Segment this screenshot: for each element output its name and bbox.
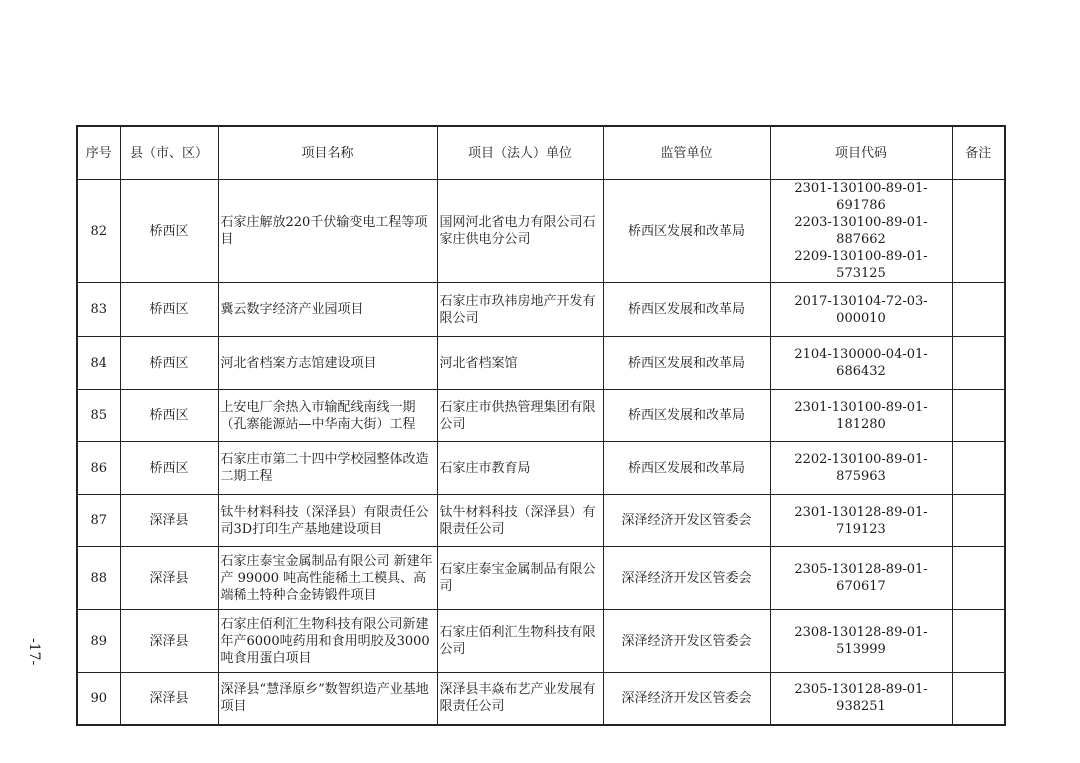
table-header-row	[77, 126, 1005, 180]
cell-county: 深泽县	[120, 673, 218, 725]
cell-project-name: 石家庄解放220千伏输变电工程等项目	[218, 180, 437, 283]
header-code: 项目代码	[770, 126, 952, 180]
cell-county: 深泽县	[120, 547, 218, 610]
cell-seq: 83	[77, 283, 120, 337]
cell-county: 桥西区	[120, 337, 218, 390]
cell-remark	[952, 442, 1005, 495]
table-row	[77, 610, 1005, 673]
table-row	[77, 495, 1005, 547]
cell-supervisor: 桥西区发展和改革局	[603, 390, 770, 442]
cell-code: 2308-130128-89-01-513999	[770, 610, 952, 673]
table-row	[77, 673, 1005, 725]
cell-remark	[952, 673, 1005, 725]
table-row	[77, 283, 1005, 337]
cell-code: 2104-130000-04-01-686432	[770, 337, 952, 390]
cell-county: 深泽县	[120, 495, 218, 547]
header-unit: 项目（法人）单位	[437, 126, 603, 180]
cell-county: 桥西区	[120, 283, 218, 337]
table-row	[77, 442, 1005, 495]
cell-supervisor: 桥西区发展和改革局	[603, 180, 770, 283]
cell-seq: 90	[77, 673, 120, 725]
table-row	[77, 547, 1005, 610]
cell-seq: 84	[77, 337, 120, 390]
cell-supervisor: 桥西区发展和改革局	[603, 337, 770, 390]
cell-unit: 深泽县丰焱布艺产业发展有限责任公司	[437, 673, 603, 725]
cell-project-name: 冀云数字经济产业园项目	[218, 283, 437, 337]
header-project-name: 项目名称	[218, 126, 437, 180]
project-table	[76, 125, 1006, 726]
cell-seq: 82	[77, 180, 120, 283]
header-remark: 备注	[952, 126, 1005, 180]
cell-code: 2305-130128-89-01-670617	[770, 547, 952, 610]
cell-remark	[952, 337, 1005, 390]
cell-remark	[952, 610, 1005, 673]
cell-code	[770, 180, 952, 283]
cell-code: 2202-130100-89-01-875963	[770, 442, 952, 495]
cell-unit: 石家庄市供热管理集团有限公司	[437, 390, 603, 442]
cell-county: 深泽县	[120, 610, 218, 673]
cell-project-name: 钛牛材料科技（深泽县）有限责任公司3D打印生产基地建设项目	[218, 495, 437, 547]
cell-seq: 88	[77, 547, 120, 610]
cell-project-name: 深泽县“慧泽原乡”数智织造产业基地项目	[218, 673, 437, 725]
page-number: -17-	[26, 638, 42, 666]
cell-supervisor: 桥西区发展和改革局	[603, 283, 770, 337]
code-line: 2209-130100-89-01-573125	[794, 249, 928, 281]
cell-seq: 86	[77, 442, 120, 495]
cell-seq: 87	[77, 495, 120, 547]
table-row	[77, 337, 1005, 390]
cell-remark	[952, 547, 1005, 610]
cell-unit: 河北省档案馆	[437, 337, 603, 390]
cell-project-name: 上安电厂余热入市输配线南线一期（孔寨能源站—中华南大街）工程	[218, 390, 437, 442]
cell-supervisor: 桥西区发展和改革局	[603, 442, 770, 495]
header-supervisor: 监管单位	[603, 126, 770, 180]
cell-unit: 钛牛材料科技（深泽县）有限责任公司	[437, 495, 603, 547]
table-row	[77, 180, 1005, 283]
cell-county: 桥西区	[120, 442, 218, 495]
cell-county: 桥西区	[120, 390, 218, 442]
header-seq: 序号	[77, 126, 120, 180]
cell-unit: 石家庄市玖祎房地产开发有限公司	[437, 283, 603, 337]
cell-project-name: 石家庄佰利汇生物科技有限公司新建年产6000吨药用和食用明胶及3000吨食用蛋白项目	[218, 610, 437, 673]
cell-unit: 国网河北省电力有限公司石家庄供电分公司	[437, 180, 603, 283]
cell-remark	[952, 283, 1005, 337]
cell-supervisor: 深泽经济开发区管委会	[603, 673, 770, 725]
header-county: 县（市、区）	[120, 126, 218, 180]
code-line: 2301-130100-89-01-691786	[794, 181, 928, 213]
cell-project-name: 石家庄泰宝金属制品有限公司 新建年产 99000 吨高性能稀土工模具、高端稀土特种合金铸锻件项目	[218, 547, 437, 610]
cell-unit: 石家庄泰宝金属制品有限公司	[437, 547, 603, 610]
cell-project-name: 河北省档案方志馆建设项目	[218, 337, 437, 390]
cell-supervisor: 深泽经济开发区管委会	[603, 495, 770, 547]
cell-seq: 89	[77, 610, 120, 673]
cell-supervisor: 深泽经济开发区管委会	[603, 610, 770, 673]
cell-code: 2017-130104-72-03-000010	[770, 283, 952, 337]
cell-seq: 85	[77, 390, 120, 442]
cell-remark	[952, 390, 1005, 442]
cell-code: 2301-130128-89-01-719123	[770, 495, 952, 547]
cell-project-name: 石家庄市第二十四中学校园整体改造二期工程	[218, 442, 437, 495]
table-row	[77, 390, 1005, 442]
cell-county: 桥西区	[120, 180, 218, 283]
code-line: 2203-130100-89-01-887662	[794, 215, 928, 247]
cell-code: 2305-130128-89-01-938251	[770, 673, 952, 725]
cell-code: 2301-130100-89-01-181280	[770, 390, 952, 442]
cell-remark	[952, 495, 1005, 547]
cell-supervisor: 深泽经济开发区管委会	[603, 547, 770, 610]
cell-remark	[952, 180, 1005, 283]
cell-unit: 石家庄佰利汇生物科技有限公司	[437, 610, 603, 673]
cell-unit: 石家庄市教育局	[437, 442, 603, 495]
